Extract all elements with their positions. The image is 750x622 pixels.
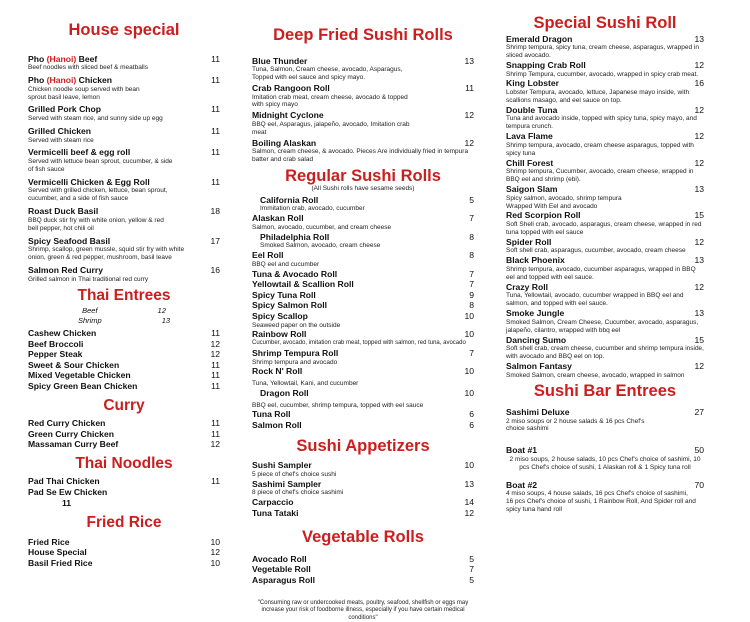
item-name: Red Curry Chicken bbox=[28, 418, 106, 429]
item-description: Salmon, cream cheese, & avocado. Pieces Are individually fried in tempura batter and crab salad bbox=[252, 148, 469, 164]
item-price: 7 bbox=[469, 213, 474, 224]
item-name bbox=[28, 54, 220, 65]
section-title-bar-entrees: Sushi Bar Entrees bbox=[533, 382, 677, 401]
item-price: 27 bbox=[694, 406, 704, 417]
item-description: Smoked Salmon, cream cheese, avocado, wrapped in salmon bbox=[506, 371, 685, 379]
menu-item bbox=[252, 420, 474, 431]
item-name: Basil Fried Rice bbox=[28, 557, 93, 568]
item-name: Crab Rangoon Roll bbox=[252, 82, 330, 93]
section-title-thai-noodles: Thai Noodles bbox=[75, 454, 173, 472]
item-price: 13 bbox=[694, 33, 704, 44]
menu-item bbox=[28, 339, 220, 350]
section-title-fried-rice: Fried Rice bbox=[86, 514, 162, 532]
item-name: Fried Rice bbox=[28, 536, 70, 547]
menu-item bbox=[28, 547, 220, 558]
protein-option-price: 12 bbox=[157, 306, 166, 316]
item-price: 5 bbox=[469, 553, 474, 564]
protein-option-price: 13 bbox=[161, 315, 171, 325]
item-price: 11 bbox=[211, 53, 220, 64]
item-description: Served with lettuce bean sprout, cucumber, & side of fish sauce bbox=[28, 158, 173, 173]
menu-column-middle bbox=[252, 0, 474, 622]
menu-item bbox=[28, 54, 220, 73]
menu-item bbox=[252, 279, 474, 290]
item-name: Vermicelli beef & egg roll bbox=[28, 147, 131, 158]
item-price: 12 bbox=[210, 439, 220, 450]
item-name: Salmon Red Curry bbox=[28, 265, 103, 276]
menu-item bbox=[252, 83, 474, 109]
item-name: Boiling Alaskan bbox=[252, 137, 317, 148]
menu-item bbox=[28, 126, 220, 145]
item-description: BBQ eel and cucumber bbox=[252, 260, 320, 268]
item-price: 10 bbox=[210, 536, 220, 547]
item-price: 6 bbox=[469, 420, 474, 430]
item-name: Lava Flame bbox=[506, 131, 553, 142]
item-name: Dragon Roll bbox=[260, 387, 309, 398]
item-price: 8 bbox=[469, 231, 474, 242]
item-description: 8 piece of chef's choice sashimi bbox=[252, 489, 344, 497]
menu-item bbox=[252, 479, 474, 498]
item-price: 12 bbox=[694, 104, 704, 115]
item-price: 50 bbox=[694, 445, 704, 456]
item-description: Immitation crab, avocado, cucumber bbox=[260, 205, 365, 213]
menu-item bbox=[252, 290, 474, 301]
item-price: 7 bbox=[469, 279, 474, 290]
item-name: Tuna Tataki bbox=[252, 507, 299, 518]
item-price: 12 bbox=[694, 360, 704, 371]
section-title-special: Special Sushi Roll bbox=[533, 14, 677, 32]
menu-item bbox=[252, 409, 474, 420]
menu-item bbox=[28, 537, 220, 548]
item-name-part: Pho bbox=[28, 53, 47, 64]
menu-item bbox=[28, 75, 220, 101]
item-description: Salmon, avocado, cucumber, and cream cheese bbox=[252, 223, 392, 231]
menu-item bbox=[28, 370, 220, 381]
item-name: Pad Thai Chicken bbox=[28, 476, 100, 487]
item-price: 11 bbox=[211, 147, 220, 158]
menu-item bbox=[28, 439, 220, 450]
item-price: 13 bbox=[464, 55, 474, 66]
item-price: 12 bbox=[210, 547, 220, 558]
menu-item bbox=[252, 250, 474, 269]
menu-item bbox=[28, 236, 220, 262]
item-description: BBQ eel, cucumber, shrimp tempura, topped with eel sauce bbox=[252, 401, 424, 409]
item-name: Sashimi Sampler bbox=[252, 478, 322, 489]
item-price: 11 bbox=[211, 418, 220, 429]
item-name: Snapping Crab Roll bbox=[506, 59, 586, 70]
item-description: Cucumber, avocado, imitation crab meat, topped with salmon, red tuna, avocado bbox=[252, 340, 466, 346]
menu-item bbox=[252, 497, 474, 508]
item-name: Boat #2 bbox=[506, 479, 538, 490]
item-price: 11 bbox=[211, 359, 220, 370]
item-name: Spicy Scallop bbox=[252, 310, 308, 321]
item-description: Soft shell crab, cream cheese, cucumber and shrimp tempura inside, with avocado and BBQ eel on top. bbox=[506, 345, 704, 361]
item-name: Boat #1 bbox=[506, 445, 538, 456]
item-description: Smoked Salmon, Cream Cheese, Cucumber, avocado, asparagus, jalapeño, cilantro, wrapped with bbq eel bbox=[506, 318, 699, 334]
item-description: Grilled salmon in Thai traditional red curry bbox=[28, 275, 149, 283]
item-name-highlight: (Hanoi) bbox=[46, 53, 77, 64]
item-price: 5 bbox=[469, 574, 474, 585]
item-price: 8 bbox=[469, 250, 474, 261]
menu-item bbox=[252, 329, 474, 348]
item-description: Imitation crab meat, cream cheese, avocado & topped with spicy mayo bbox=[252, 93, 408, 109]
item-name: Philadelphia Roll bbox=[260, 231, 330, 242]
item-price: 12 bbox=[694, 157, 704, 168]
item-name: Cashew Chicken bbox=[28, 328, 97, 339]
item-description: Smoked Salmon, avocado, cream cheese bbox=[260, 242, 381, 250]
item-price: 18 bbox=[210, 206, 220, 217]
item-name-highlight: (Hanoi) bbox=[46, 75, 77, 85]
menu-item bbox=[506, 237, 704, 256]
stray-price bbox=[28, 498, 220, 509]
item-price: 70 bbox=[694, 479, 704, 490]
item-price: 12 bbox=[210, 338, 220, 349]
item-name: Spicy Tuna Roll bbox=[252, 289, 316, 300]
menu-item bbox=[28, 147, 220, 173]
menu-item bbox=[506, 282, 704, 308]
item-price: 7 bbox=[469, 564, 474, 575]
item-name: Salmon Fantasy bbox=[506, 360, 572, 371]
item-name: Crazy Roll bbox=[506, 281, 549, 292]
menu-item bbox=[252, 366, 474, 388]
item-name: Carpaccio bbox=[252, 497, 294, 508]
protein-option bbox=[28, 306, 220, 316]
item-price: 12 bbox=[210, 349, 220, 360]
menu-item bbox=[252, 554, 474, 565]
item-price: 11 bbox=[62, 497, 72, 508]
menu-item bbox=[506, 78, 704, 104]
protein-option-label: Beef bbox=[82, 306, 98, 316]
menu-item bbox=[506, 210, 704, 236]
item-name: California Roll bbox=[260, 194, 319, 205]
item-name: Eel Roll bbox=[252, 250, 284, 261]
item-name: Roast Duck Basil bbox=[28, 206, 99, 217]
item-description: Tuna, Salmon, Cream cheese, avocado, Asparagus, Topped with eel sauce and spicy mayo. bbox=[252, 66, 403, 81]
item-price: 10 bbox=[464, 310, 474, 321]
item-name: Asparagus Roll bbox=[252, 574, 316, 585]
menu-item bbox=[506, 184, 704, 210]
item-description: Shrimp tempura and avocado bbox=[252, 358, 338, 366]
section-title-regular: Regular Sushi Rolls bbox=[285, 167, 441, 186]
item-description: Shrimp tempura, avocado, cream cheese asparagus, topped with spicy tuna bbox=[506, 141, 694, 157]
item-description: 4 miso soups, 4 house salads, 16 pcs Chef's choice of sashimi, 16 pcs Chef's choice of sushi, 1 Rainbow Roll, And Spider roll and spicy tuna hand roll bbox=[506, 490, 696, 514]
menu-item bbox=[28, 206, 220, 232]
menu-item bbox=[28, 265, 220, 284]
item-name-part: Pho bbox=[28, 75, 47, 85]
item-name: Yellowtail & Scallion Roll bbox=[252, 279, 354, 290]
item-name: Salmon Roll bbox=[252, 420, 302, 430]
item-name: Sashimi Deluxe bbox=[506, 406, 570, 417]
item-price: 8 bbox=[469, 300, 474, 311]
item-name: Vermicelli Chicken & Egg Roll bbox=[28, 176, 150, 187]
item-description: Shrimp Tempura, cucumber, avocado, wrapped in spicy crab meat. bbox=[506, 70, 699, 78]
item-description: Shrimp, scallop, green mussle, squid stir fry with white onion, green & red pepper, mushroom, basil leave bbox=[28, 246, 185, 262]
item-name: Tuna & Avocado Roll bbox=[252, 268, 338, 279]
menu-item bbox=[506, 105, 704, 131]
item-description: Lobster Tempura, avocado, lettuce, Japanese mayo inside, with scallions masago, and eel sauce on top. bbox=[506, 89, 690, 104]
menu-item bbox=[28, 104, 220, 123]
item-description: Served with steam rice bbox=[28, 136, 94, 144]
menu-item bbox=[252, 195, 474, 214]
menu-item bbox=[252, 311, 474, 330]
item-price: 5 bbox=[469, 194, 474, 205]
item-name: Vegetable Roll bbox=[252, 564, 311, 575]
item-price: 11 bbox=[211, 176, 220, 187]
item-name: Emerald Dragon bbox=[506, 33, 573, 44]
item-name: Massaman Curry Beef bbox=[28, 439, 119, 450]
item-name: Mixed Vegetable Chicken bbox=[28, 370, 131, 381]
item-price: 10 bbox=[464, 460, 474, 471]
item-name: Spicy Green Bean Chicken bbox=[28, 381, 138, 391]
item-name: Midnight Cyclone bbox=[252, 110, 324, 121]
item-name: Smoke Jungle bbox=[506, 308, 565, 319]
menu-item bbox=[28, 418, 220, 429]
menu-item bbox=[28, 487, 220, 498]
menu-item bbox=[506, 131, 704, 157]
item-price: 12 bbox=[694, 131, 704, 142]
item-price: 13 bbox=[464, 478, 474, 489]
item-name: Spider Roll bbox=[506, 236, 552, 247]
menu-item bbox=[252, 232, 474, 251]
item-name: Double Tuna bbox=[506, 104, 558, 115]
item-name-part: Chicken bbox=[76, 75, 113, 85]
item-price: 11 bbox=[465, 82, 474, 93]
item-name: King Lobster bbox=[506, 78, 559, 89]
menu-item bbox=[28, 349, 220, 360]
section-note: (All Sushi rolls have sesame seeds) bbox=[311, 184, 415, 192]
item-name: Sweet & Sour Chicken bbox=[28, 359, 120, 370]
section-title-deep-fried: Deep Fried Sushi Rolls bbox=[273, 26, 453, 44]
item-name: Dancing Sumo bbox=[506, 334, 567, 345]
item-price: 13 bbox=[694, 308, 704, 319]
item-price: 15 bbox=[694, 334, 704, 345]
item-name: Avocado Roll bbox=[252, 553, 307, 564]
item-price: 11 bbox=[211, 370, 220, 381]
item-description: 2 miso soups, 2 house salads, 10 pcs Chef's choice of sashimi, 10 pcs Chef's choice of sushi, 1 Alaskan roll & 1 Spicy tuna roll bbox=[509, 455, 701, 471]
item-price: 10 bbox=[464, 329, 474, 340]
menu-item bbox=[252, 110, 474, 136]
menu-column-right bbox=[506, 0, 704, 514]
item-description: Soft Shell crab, avocado, asparagus, cream cheese, wrapped in red tuna topped with eel sauce bbox=[506, 221, 702, 236]
menu-item bbox=[28, 360, 220, 371]
item-price: 11 bbox=[211, 381, 220, 391]
item-description: BBQ eel, Asparagus, jalapeño, avocado, Imitation crab meat bbox=[252, 120, 410, 136]
item-name: Saigon Slam bbox=[506, 184, 558, 195]
item-description: Served with grilled chicken, lettuce, bean sprout, cucumber, and a side of fish sauce bbox=[28, 187, 168, 203]
item-description: Spicy salmon, avocado, shrimp tempura Wrapped With Eel and avocado bbox=[506, 194, 622, 210]
item-description: Chicken noodle soup served with bean sprout basil leave, lemon bbox=[28, 85, 140, 101]
item-price: 12 bbox=[694, 281, 704, 292]
menu-item bbox=[506, 361, 704, 380]
menu-item bbox=[252, 575, 474, 586]
item-description: Beef noodles with sliced beef & meatballs bbox=[28, 64, 148, 72]
menu-item bbox=[506, 308, 704, 334]
item-name: Rock N' Roll bbox=[252, 366, 303, 377]
item-price: 11 bbox=[211, 476, 220, 487]
menu-item bbox=[506, 158, 704, 184]
item-description: 2 miso soups or 2 house salads & 16 pcs Chef's choice sashimi bbox=[506, 417, 645, 433]
menu-item bbox=[28, 558, 220, 569]
item-name: Rainbow Roll bbox=[252, 329, 307, 340]
item-price: 10 bbox=[464, 366, 474, 377]
item-price: 12 bbox=[464, 507, 474, 518]
item-name: Blue Thunder bbox=[252, 55, 308, 66]
menu-item bbox=[252, 564, 474, 575]
item-price: 12 bbox=[464, 110, 474, 121]
item-price: 10 bbox=[464, 387, 474, 398]
item-name bbox=[28, 75, 220, 86]
item-name: Pad Se Ew Chicken bbox=[28, 486, 108, 497]
menu-item bbox=[252, 56, 474, 82]
item-price: 11 bbox=[211, 104, 220, 115]
menu-item bbox=[252, 269, 474, 280]
section-title-thai-entrees: Thai Entrees bbox=[77, 286, 171, 304]
section-title-house-special: House special bbox=[68, 21, 180, 39]
item-description: Tuna, Yellowtail, Kani, and cucumber bbox=[252, 380, 359, 387]
item-description: Tuna and avocado inside, topped with spicy tuna, spicy mayo, and tempura crunch. bbox=[506, 115, 697, 131]
item-description: BBQ duck stir fry with white onion, yellow & red bell pepper, hot chili oil bbox=[28, 216, 164, 232]
menu-item bbox=[506, 60, 704, 79]
item-price: 16 bbox=[694, 78, 704, 89]
item-description: Served with steam rice, and sunny side up egg bbox=[28, 115, 163, 122]
item-name-part: Beef bbox=[76, 53, 98, 64]
item-price: 12 bbox=[464, 137, 474, 148]
item-name: Chill Forest bbox=[506, 157, 554, 168]
item-name: Spicy Seafood Basil bbox=[28, 235, 111, 246]
menu-item bbox=[252, 508, 474, 519]
item-price: 7 bbox=[469, 268, 474, 279]
item-price: 10 bbox=[210, 557, 220, 568]
item-price: 13 bbox=[694, 255, 704, 266]
item-description: Shrimp tempura, avocado, cucumber asparagus, wrapped in BBQ eel and topped with eel sauce. bbox=[506, 265, 696, 281]
menu-column-left bbox=[28, 0, 220, 568]
menu-item bbox=[252, 138, 474, 164]
menu-item bbox=[28, 476, 220, 487]
section-title-vegetable: Vegetable Rolls bbox=[302, 528, 424, 547]
item-price: 11 bbox=[211, 328, 220, 339]
menu-item bbox=[28, 381, 220, 392]
item-name: Tuna Roll bbox=[252, 409, 291, 420]
menu-item bbox=[506, 480, 704, 514]
item-description: 5 piece of chef's choice sushi bbox=[252, 470, 337, 478]
item-description: Seaweed paper on the outside bbox=[252, 321, 341, 329]
menu-item bbox=[252, 460, 474, 479]
menu-item bbox=[28, 429, 220, 440]
item-price: 6 bbox=[469, 409, 474, 420]
item-price: 12 bbox=[694, 59, 704, 70]
protein-option bbox=[28, 316, 220, 326]
item-name: Pepper Steak bbox=[28, 349, 83, 360]
item-name: Black Phoenix bbox=[506, 255, 565, 266]
item-price: 11 bbox=[211, 75, 220, 85]
item-price: 12 bbox=[694, 236, 704, 247]
item-name: Sushi Sampler bbox=[252, 460, 312, 471]
item-description: Shrimp tempura, spicy tuna, cream cheese, asparagus, wrapped in sliced avocado. bbox=[506, 44, 699, 59]
menu-item bbox=[506, 34, 704, 60]
menu-item bbox=[506, 445, 704, 471]
item-name: Grilled Pork Chop bbox=[28, 104, 102, 115]
item-name: Red Scorpion Roll bbox=[506, 210, 581, 221]
menu-item bbox=[252, 348, 474, 367]
item-price: 16 bbox=[210, 265, 220, 276]
menu-item bbox=[506, 255, 704, 281]
menu-item bbox=[252, 213, 474, 232]
section-title-curry: Curry bbox=[103, 396, 145, 414]
item-name: Spicy Salmon Roll bbox=[252, 300, 327, 311]
item-description: Tuna, Yellowtail, avocado, cucumber wrapped in BBQ eel and salmon, and topped with eel sauce. bbox=[506, 292, 684, 308]
item-price: 17 bbox=[210, 235, 220, 246]
item-description: Shrimp tempura, Cucumber, avocado, cream cheese, wrapped in BBQ eel and shrimp (ebi). bbox=[506, 168, 694, 184]
item-price: 11 bbox=[211, 125, 220, 136]
item-description: Soft shell crab, asparagus, cucumber, avocado, cream cheese bbox=[506, 247, 686, 255]
menu-item bbox=[506, 335, 704, 361]
item-name: House Special bbox=[28, 547, 87, 558]
item-name: Shrimp Tempura Roll bbox=[252, 347, 339, 358]
item-price: 15 bbox=[694, 210, 704, 221]
item-price: 13 bbox=[694, 184, 704, 195]
item-name: Beef Broccoli bbox=[28, 338, 84, 349]
menu-item bbox=[28, 177, 220, 203]
protein-option-label: Shrimp bbox=[77, 315, 102, 325]
menu-item bbox=[252, 388, 474, 410]
item-price: 7 bbox=[469, 347, 474, 358]
item-name: Grilled Chicken bbox=[28, 125, 92, 136]
food-safety-disclaimer: "Consuming raw or undercooked meats, poultry, seafood, shellfish or eggs may increase your risk of foodborne illness, especially if you have certain medical conditions" bbox=[257, 599, 469, 621]
section-title-appetizers: Sushi Appetizers bbox=[296, 436, 430, 455]
item-name: Green Curry Chicken bbox=[28, 428, 114, 439]
item-price: 9 bbox=[469, 289, 474, 300]
menu-item bbox=[506, 407, 704, 433]
item-name: Alaskan Roll bbox=[252, 213, 304, 224]
menu-item bbox=[28, 328, 220, 339]
item-price: 11 bbox=[211, 428, 220, 439]
item-price: 14 bbox=[464, 497, 474, 508]
menu-item bbox=[252, 300, 474, 311]
